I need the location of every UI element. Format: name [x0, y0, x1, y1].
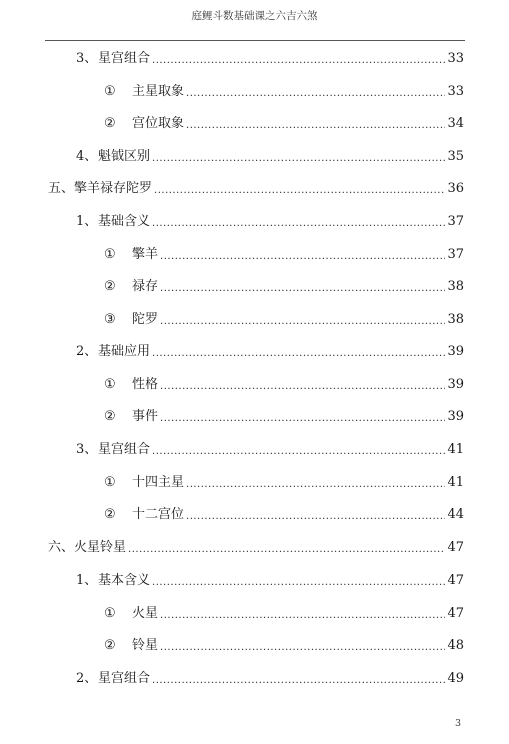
toc-dot-leader — [152, 674, 445, 688]
page-number: 3 — [455, 718, 462, 729]
toc-dot-leader — [160, 380, 445, 394]
toc-entry-title: 火星 — [132, 605, 159, 621]
toc-entry-page: 44 — [447, 507, 464, 522]
toc-entry-title: 十四主星 — [132, 474, 185, 490]
toc-entry-number: 1、 — [76, 573, 98, 588]
toc-entry[interactable] — [104, 246, 464, 264]
toc-entry-title: 魁钺区别 — [98, 148, 151, 164]
toc-entry-title: 十二宫位 — [132, 507, 185, 522]
toc-entry-title: 性格 — [132, 376, 159, 392]
toc-dot-leader — [152, 54, 445, 68]
toc-entry[interactable] — [104, 637, 464, 655]
toc-entry-number: 五、 — [48, 181, 75, 196]
toc-entry-page: 37 — [447, 214, 464, 229]
toc-entry-page: 47 — [447, 605, 464, 621]
page-header: 庭鲤斗数基础课之六吉六煞 — [191, 10, 318, 22]
toc-dot-leader — [160, 609, 445, 623]
toc-entry-title: 擎羊禄存陀罗 — [74, 181, 153, 196]
toc-entry[interactable] — [48, 180, 464, 198]
toc-dot-leader — [186, 87, 445, 101]
toc-entry-page: 41 — [447, 442, 464, 457]
toc-entry-number: ① — [104, 474, 116, 490]
toc-entry[interactable] — [76, 670, 464, 688]
toc-entry-number: ① — [104, 246, 116, 262]
toc-entry[interactable] — [104, 474, 464, 492]
toc-entry-page: 41 — [447, 474, 464, 490]
toc-entry-title: 禄存 — [132, 279, 159, 294]
toc-entry[interactable] — [104, 376, 464, 394]
toc-entry[interactable] — [104, 506, 464, 524]
toc-entry-page: 37 — [447, 246, 464, 262]
toc-entry[interactable] — [76, 441, 464, 459]
toc-dot-leader — [152, 445, 445, 459]
toc-entry[interactable] — [104, 605, 464, 623]
toc-entry-title: 主星取象 — [132, 83, 185, 99]
toc-entry-number: 六、 — [48, 540, 75, 555]
toc-entry-title: 擎羊 — [132, 246, 159, 262]
toc-entry-number: ① — [104, 376, 116, 392]
toc-entry-title: 宫位取象 — [132, 116, 185, 131]
toc-entry[interactable] — [104, 408, 464, 426]
toc-entry[interactable] — [48, 539, 464, 557]
toc-entry-title: 星宫组合 — [98, 442, 151, 457]
toc-entry-number: ③ — [104, 311, 116, 327]
toc-entry-number: 4、 — [76, 148, 98, 164]
toc-entry-title: 基础含义 — [98, 214, 151, 229]
toc-entry-number: ② — [104, 116, 116, 131]
toc-dot-leader — [186, 119, 445, 133]
toc-entry-page: 47 — [447, 573, 464, 588]
toc-dot-leader — [160, 641, 445, 655]
toc-entry-page: 35 — [447, 148, 464, 164]
toc-entry-number: ② — [104, 638, 116, 653]
toc-dot-leader — [152, 347, 445, 361]
toc-dot-leader — [154, 184, 445, 198]
toc-entry-page: 33 — [447, 83, 464, 99]
toc-entry[interactable] — [76, 572, 464, 590]
toc-dot-leader — [160, 412, 445, 426]
toc-entry-number: ② — [104, 279, 116, 294]
toc-entry-page: 33 — [447, 51, 464, 66]
toc-entry[interactable] — [76, 50, 464, 68]
toc-entry-title: 基本含义 — [98, 573, 151, 588]
toc-entry-number: ② — [104, 507, 116, 522]
toc-entry-title: 事件 — [132, 409, 159, 424]
toc-entry-page: 47 — [447, 540, 464, 555]
toc-entry-title: 铃星 — [132, 638, 159, 653]
toc-entry-page: 39 — [447, 344, 464, 359]
toc-entry-title: 陀罗 — [132, 311, 159, 327]
toc-entry-page: 34 — [447, 116, 464, 131]
toc-entry-title: 星宫组合 — [98, 51, 151, 66]
toc-dot-leader — [152, 576, 445, 590]
toc-dot-leader — [128, 543, 445, 557]
toc-entry-number: ① — [104, 83, 116, 99]
toc-entry-number: 3、 — [76, 51, 98, 66]
toc-dot-leader — [152, 152, 445, 166]
toc-entry-number: 1、 — [76, 214, 98, 229]
toc-entry-number: ② — [104, 409, 116, 424]
toc-dot-leader — [160, 250, 445, 264]
toc-entry-number: 2、 — [76, 344, 98, 359]
toc-entry-page: 38 — [447, 311, 464, 327]
toc-dot-leader — [186, 510, 445, 524]
toc-entry-page: 39 — [447, 376, 464, 392]
toc-entry[interactable] — [104, 115, 464, 133]
toc-entry[interactable] — [104, 83, 464, 101]
toc-entry[interactable] — [104, 278, 464, 296]
toc-dot-leader — [160, 315, 445, 329]
toc-entry-number: 3、 — [76, 442, 98, 457]
toc-entry-number: 2、 — [76, 671, 98, 686]
header-divider — [45, 40, 465, 41]
toc-entry-page: 49 — [447, 671, 464, 686]
toc-entry-title: 星宫组合 — [98, 671, 151, 686]
toc-entry[interactable] — [104, 311, 464, 329]
toc-dot-leader — [186, 478, 445, 492]
toc-entry-page: 48 — [447, 638, 464, 653]
toc-entry-page: 39 — [447, 409, 464, 424]
toc-entry-page: 36 — [447, 181, 464, 196]
toc-entry[interactable] — [76, 148, 464, 166]
toc-entry[interactable] — [76, 343, 464, 361]
toc-entry-page: 38 — [447, 279, 464, 294]
toc-entry-title: 火星铃星 — [74, 540, 127, 555]
toc-entry-number: ① — [104, 605, 116, 621]
toc-dot-leader — [152, 217, 445, 231]
toc-entry-title: 基础应用 — [98, 344, 151, 359]
toc-entry[interactable] — [76, 213, 464, 231]
toc-dot-leader — [160, 282, 445, 296]
